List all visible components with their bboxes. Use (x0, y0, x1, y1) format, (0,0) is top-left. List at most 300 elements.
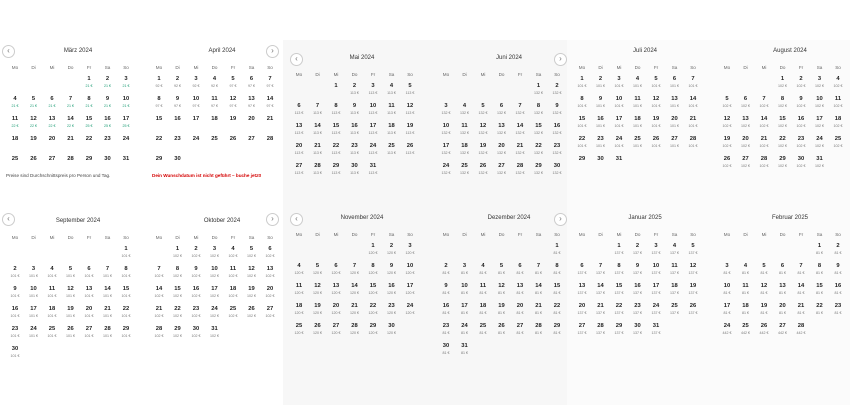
day-cell[interactable] (327, 122, 345, 142)
day-cell[interactable] (309, 162, 327, 182)
day-cell[interactable] (456, 262, 474, 282)
day-cell[interactable] (80, 325, 98, 345)
day-cell[interactable] (401, 282, 419, 302)
day-cell[interactable] (117, 285, 135, 305)
day-cell[interactable] (592, 322, 610, 342)
day-cell[interactable] (62, 305, 80, 325)
day-cell[interactable] (117, 95, 135, 115)
prev-month-button[interactable]: ‹ (2, 213, 15, 226)
day-cell[interactable] (573, 75, 591, 95)
day-cell[interactable] (829, 95, 847, 115)
day-cell[interactable] (62, 115, 80, 135)
day-cell[interactable] (548, 122, 566, 142)
day-cell[interactable] (592, 302, 610, 322)
day-cell[interactable] (573, 262, 591, 282)
day-cell[interactable] (829, 75, 847, 95)
day-cell[interactable] (530, 102, 548, 122)
day-cell[interactable] (25, 285, 43, 305)
day-cell[interactable] (364, 142, 382, 162)
day-cell[interactable] (383, 122, 401, 142)
day-cell[interactable] (327, 302, 345, 322)
day-cell[interactable] (530, 122, 548, 142)
day-cell[interactable] (309, 322, 327, 342)
day-cell[interactable] (206, 115, 224, 135)
day-cell[interactable] (755, 262, 773, 282)
day-cell[interactable] (530, 162, 548, 182)
day-cell[interactable] (684, 242, 702, 262)
day-cell[interactable] (243, 285, 261, 305)
day-cell[interactable] (629, 75, 647, 95)
day-cell[interactable] (456, 302, 474, 322)
day-cell[interactable] (684, 135, 702, 155)
day-cell[interactable] (364, 122, 382, 142)
day-cell[interactable] (261, 285, 279, 305)
day-cell[interactable] (383, 242, 401, 262)
day-cell[interactable] (647, 242, 665, 262)
day-cell[interactable] (511, 122, 529, 142)
day-cell[interactable] (610, 242, 628, 262)
day-cell[interactable] (290, 262, 308, 282)
day-cell[interactable] (364, 262, 382, 282)
day-cell[interactable] (493, 122, 511, 142)
day-cell[interactable] (290, 302, 308, 322)
day-cell[interactable] (474, 122, 492, 142)
day-cell[interactable] (290, 102, 308, 122)
day-cell[interactable] (206, 75, 224, 95)
day-cell[interactable] (592, 135, 610, 155)
day-cell[interactable] (666, 75, 684, 95)
day-cell[interactable] (150, 115, 168, 135)
day-cell[interactable] (774, 115, 792, 135)
day-cell[interactable] (792, 302, 810, 322)
day-cell[interactable] (755, 302, 773, 322)
day-cell[interactable] (43, 325, 61, 345)
day-cell[interactable] (261, 95, 279, 115)
day-cell[interactable] (811, 115, 829, 135)
day-cell[interactable] (474, 162, 492, 182)
day-cell[interactable] (511, 142, 529, 162)
day-cell[interactable] (6, 305, 24, 325)
day-cell[interactable] (573, 322, 591, 342)
day-cell[interactable] (261, 265, 279, 285)
day-cell[interactable] (25, 135, 43, 155)
day-cell[interactable] (25, 115, 43, 135)
day-cell[interactable] (592, 262, 610, 282)
day-cell[interactable] (169, 95, 187, 115)
day-cell[interactable] (206, 285, 224, 305)
day-cell[interactable] (548, 242, 566, 262)
day-cell[interactable] (169, 75, 187, 95)
day-cell[interactable] (224, 135, 242, 155)
day-cell[interactable] (737, 322, 755, 342)
day-cell[interactable] (62, 265, 80, 285)
day-cell[interactable] (187, 135, 205, 155)
day-cell[interactable] (290, 142, 308, 162)
day-cell[interactable] (811, 262, 829, 282)
day-cell[interactable] (364, 162, 382, 182)
day-cell[interactable] (187, 95, 205, 115)
day-cell[interactable] (629, 115, 647, 135)
day-cell[interactable] (811, 75, 829, 95)
next-month-button[interactable]: › (554, 213, 567, 226)
day-cell[interactable] (437, 102, 455, 122)
day-cell[interactable] (629, 302, 647, 322)
day-cell[interactable] (99, 285, 117, 305)
day-cell[interactable] (629, 262, 647, 282)
day-cell[interactable] (327, 262, 345, 282)
day-cell[interactable] (647, 302, 665, 322)
day-cell[interactable] (829, 282, 847, 302)
day-cell[interactable] (792, 75, 810, 95)
day-cell[interactable] (309, 262, 327, 282)
day-cell[interactable] (364, 82, 382, 102)
day-cell[interactable] (327, 102, 345, 122)
day-cell[interactable] (437, 122, 455, 142)
day-cell[interactable] (774, 282, 792, 302)
day-cell[interactable] (6, 265, 24, 285)
day-cell[interactable] (309, 122, 327, 142)
day-cell[interactable] (456, 102, 474, 122)
day-cell[interactable] (117, 265, 135, 285)
day-cell[interactable] (383, 102, 401, 122)
day-cell[interactable] (811, 155, 829, 175)
day-cell[interactable] (573, 95, 591, 115)
day-cell[interactable] (437, 322, 455, 342)
day-cell[interactable] (573, 302, 591, 322)
day-cell[interactable] (474, 102, 492, 122)
day-cell[interactable] (346, 262, 364, 282)
day-cell[interactable] (530, 82, 548, 102)
day-cell[interactable] (346, 162, 364, 182)
day-cell[interactable] (511, 102, 529, 122)
day-cell[interactable] (610, 75, 628, 95)
day-cell[interactable] (290, 162, 308, 182)
day-cell[interactable] (346, 302, 364, 322)
day-cell[interactable] (573, 155, 591, 175)
day-cell[interactable] (737, 262, 755, 282)
day-cell[interactable] (684, 262, 702, 282)
day-cell[interactable] (456, 162, 474, 182)
day-cell[interactable] (43, 265, 61, 285)
day-cell[interactable] (437, 342, 455, 362)
day-cell[interactable] (206, 265, 224, 285)
day-cell[interactable] (117, 245, 135, 265)
day-cell[interactable] (666, 262, 684, 282)
day-cell[interactable] (755, 115, 773, 135)
day-cell[interactable] (383, 302, 401, 322)
day-cell[interactable] (511, 262, 529, 282)
day-cell[interactable] (474, 322, 492, 342)
day-cell[interactable] (548, 142, 566, 162)
day-cell[interactable] (755, 95, 773, 115)
day-cell[interactable] (718, 115, 736, 135)
day-cell[interactable] (456, 142, 474, 162)
day-cell[interactable] (80, 95, 98, 115)
day-cell[interactable] (80, 265, 98, 285)
next-month-button[interactable]: › (266, 45, 279, 58)
day-cell[interactable] (684, 95, 702, 115)
day-cell[interactable] (666, 95, 684, 115)
day-cell[interactable] (666, 115, 684, 135)
day-cell[interactable] (25, 265, 43, 285)
day-cell[interactable] (456, 122, 474, 142)
day-cell[interactable] (6, 115, 24, 135)
day-cell[interactable] (610, 282, 628, 302)
day-cell[interactable] (43, 95, 61, 115)
day-cell[interactable] (25, 305, 43, 325)
day-cell[interactable] (647, 262, 665, 282)
day-cell[interactable] (666, 242, 684, 262)
day-cell[interactable] (80, 135, 98, 155)
day-cell[interactable] (548, 162, 566, 182)
day-cell[interactable] (187, 245, 205, 265)
day-cell[interactable] (737, 135, 755, 155)
day-cell[interactable] (43, 115, 61, 135)
day-cell[interactable] (62, 95, 80, 115)
day-cell[interactable] (224, 115, 242, 135)
day-cell[interactable] (43, 285, 61, 305)
day-cell[interactable] (548, 322, 566, 342)
day-cell[interactable] (811, 135, 829, 155)
day-cell[interactable] (25, 325, 43, 345)
day-cell[interactable] (437, 302, 455, 322)
day-cell[interactable] (573, 282, 591, 302)
day-cell[interactable] (346, 142, 364, 162)
day-cell[interactable] (364, 282, 382, 302)
day-cell[interactable] (243, 305, 261, 325)
day-cell[interactable] (117, 135, 135, 155)
day-cell[interactable] (6, 135, 24, 155)
day-cell[interactable] (647, 75, 665, 95)
day-cell[interactable] (169, 265, 187, 285)
day-cell[interactable] (187, 325, 205, 345)
day-cell[interactable] (755, 282, 773, 302)
day-cell[interactable] (548, 102, 566, 122)
day-cell[interactable] (456, 342, 474, 362)
day-cell[interactable] (62, 135, 80, 155)
day-cell[interactable] (150, 305, 168, 325)
day-cell[interactable] (610, 302, 628, 322)
day-cell[interactable] (437, 282, 455, 302)
day-cell[interactable] (401, 142, 419, 162)
day-cell[interactable] (117, 115, 135, 135)
day-cell[interactable] (401, 82, 419, 102)
day-cell[interactable] (493, 142, 511, 162)
day-cell[interactable] (718, 95, 736, 115)
day-cell[interactable] (629, 135, 647, 155)
day-cell[interactable] (401, 262, 419, 282)
day-cell[interactable] (647, 115, 665, 135)
day-cell[interactable] (548, 262, 566, 282)
day-cell[interactable] (573, 135, 591, 155)
day-cell[interactable] (117, 325, 135, 345)
day-cell[interactable] (755, 135, 773, 155)
day-cell[interactable] (573, 115, 591, 135)
day-cell[interactable] (493, 302, 511, 322)
day-cell[interactable] (511, 282, 529, 302)
day-cell[interactable] (327, 82, 345, 102)
day-cell[interactable] (548, 282, 566, 302)
day-cell[interactable] (647, 135, 665, 155)
day-cell[interactable] (829, 135, 847, 155)
day-cell[interactable] (647, 322, 665, 342)
day-cell[interactable] (493, 282, 511, 302)
day-cell[interactable] (530, 302, 548, 322)
day-cell[interactable] (401, 242, 419, 262)
day-cell[interactable] (309, 142, 327, 162)
day-cell[interactable] (774, 322, 792, 342)
day-cell[interactable] (493, 322, 511, 342)
day-cell[interactable] (243, 265, 261, 285)
day-cell[interactable] (647, 282, 665, 302)
day-cell[interactable] (206, 95, 224, 115)
next-month-button[interactable]: › (554, 53, 567, 66)
day-cell[interactable] (117, 75, 135, 95)
day-cell[interactable] (774, 95, 792, 115)
day-cell[interactable] (755, 322, 773, 342)
day-cell[interactable] (187, 285, 205, 305)
day-cell[interactable] (592, 115, 610, 135)
day-cell[interactable] (592, 155, 610, 175)
day-cell[interactable] (62, 325, 80, 345)
day-cell[interactable] (383, 282, 401, 302)
day-cell[interactable] (346, 102, 364, 122)
day-cell[interactable] (811, 282, 829, 302)
day-cell[interactable] (243, 95, 261, 115)
day-cell[interactable] (829, 262, 847, 282)
day-cell[interactable] (811, 95, 829, 115)
day-cell[interactable] (718, 282, 736, 302)
day-cell[interactable] (290, 322, 308, 342)
day-cell[interactable] (592, 75, 610, 95)
day-cell[interactable] (43, 305, 61, 325)
day-cell[interactable] (610, 262, 628, 282)
day-cell[interactable] (629, 282, 647, 302)
day-cell[interactable] (243, 75, 261, 95)
day-cell[interactable] (150, 95, 168, 115)
day-cell[interactable] (6, 95, 24, 115)
day-cell[interactable] (456, 282, 474, 302)
day-cell[interactable] (493, 262, 511, 282)
day-cell[interactable] (261, 135, 279, 155)
day-cell[interactable] (327, 162, 345, 182)
day-cell[interactable] (346, 282, 364, 302)
day-cell[interactable] (169, 245, 187, 265)
day-cell[interactable] (530, 322, 548, 342)
day-cell[interactable] (592, 95, 610, 115)
day-cell[interactable] (383, 262, 401, 282)
day-cell[interactable] (99, 305, 117, 325)
day-cell[interactable] (511, 322, 529, 342)
day-cell[interactable] (610, 155, 628, 175)
day-cell[interactable] (99, 75, 117, 95)
day-cell[interactable] (610, 115, 628, 135)
day-cell[interactable] (364, 102, 382, 122)
day-cell[interactable] (150, 265, 168, 285)
day-cell[interactable] (792, 135, 810, 155)
prev-month-button[interactable]: ‹ (2, 45, 15, 58)
day-cell[interactable] (737, 115, 755, 135)
day-cell[interactable] (610, 322, 628, 342)
day-cell[interactable] (43, 135, 61, 155)
day-cell[interactable] (437, 262, 455, 282)
day-cell[interactable] (150, 75, 168, 95)
day-cell[interactable] (474, 142, 492, 162)
day-cell[interactable] (774, 135, 792, 155)
day-cell[interactable] (774, 155, 792, 175)
day-cell[interactable] (666, 282, 684, 302)
day-cell[interactable] (327, 142, 345, 162)
day-cell[interactable] (169, 325, 187, 345)
day-cell[interactable] (511, 302, 529, 322)
day-cell[interactable] (364, 242, 382, 262)
day-cell[interactable] (224, 285, 242, 305)
day-cell[interactable] (792, 262, 810, 282)
day-cell[interactable] (261, 245, 279, 265)
day-cell[interactable] (718, 302, 736, 322)
day-cell[interactable] (261, 75, 279, 95)
day-cell[interactable] (401, 102, 419, 122)
day-cell[interactable] (666, 302, 684, 322)
day-cell[interactable] (187, 265, 205, 285)
day-cell[interactable] (811, 302, 829, 322)
day-cell[interactable] (206, 305, 224, 325)
day-cell[interactable] (6, 345, 24, 365)
day-cell[interactable] (243, 115, 261, 135)
day-cell[interactable] (437, 142, 455, 162)
day-cell[interactable] (224, 95, 242, 115)
day-cell[interactable] (401, 302, 419, 322)
day-cell[interactable] (346, 122, 364, 142)
day-cell[interactable] (684, 115, 702, 135)
day-cell[interactable] (829, 302, 847, 322)
day-cell[interactable] (346, 82, 364, 102)
day-cell[interactable] (511, 162, 529, 182)
day-cell[interactable] (243, 245, 261, 265)
day-cell[interactable] (684, 282, 702, 302)
day-cell[interactable] (530, 282, 548, 302)
day-cell[interactable] (548, 302, 566, 322)
day-cell[interactable] (99, 115, 117, 135)
day-cell[interactable] (737, 302, 755, 322)
day-cell[interactable] (169, 305, 187, 325)
day-cell[interactable] (169, 115, 187, 135)
day-cell[interactable] (401, 122, 419, 142)
day-cell[interactable] (755, 155, 773, 175)
day-cell[interactable] (829, 115, 847, 135)
day-cell[interactable] (80, 285, 98, 305)
day-cell[interactable] (684, 302, 702, 322)
day-cell[interactable] (792, 115, 810, 135)
day-cell[interactable] (629, 95, 647, 115)
day-cell[interactable] (62, 285, 80, 305)
day-cell[interactable] (718, 155, 736, 175)
day-cell[interactable] (474, 262, 492, 282)
day-cell[interactable] (610, 95, 628, 115)
day-cell[interactable] (647, 95, 665, 115)
day-cell[interactable] (99, 135, 117, 155)
day-cell[interactable] (530, 262, 548, 282)
day-cell[interactable] (224, 265, 242, 285)
day-cell[interactable] (346, 322, 364, 342)
day-cell[interactable] (206, 245, 224, 265)
day-cell[interactable] (99, 95, 117, 115)
day-cell[interactable] (792, 95, 810, 115)
day-cell[interactable] (224, 305, 242, 325)
day-cell[interactable] (80, 305, 98, 325)
day-cell[interactable] (383, 322, 401, 342)
day-cell[interactable] (437, 162, 455, 182)
